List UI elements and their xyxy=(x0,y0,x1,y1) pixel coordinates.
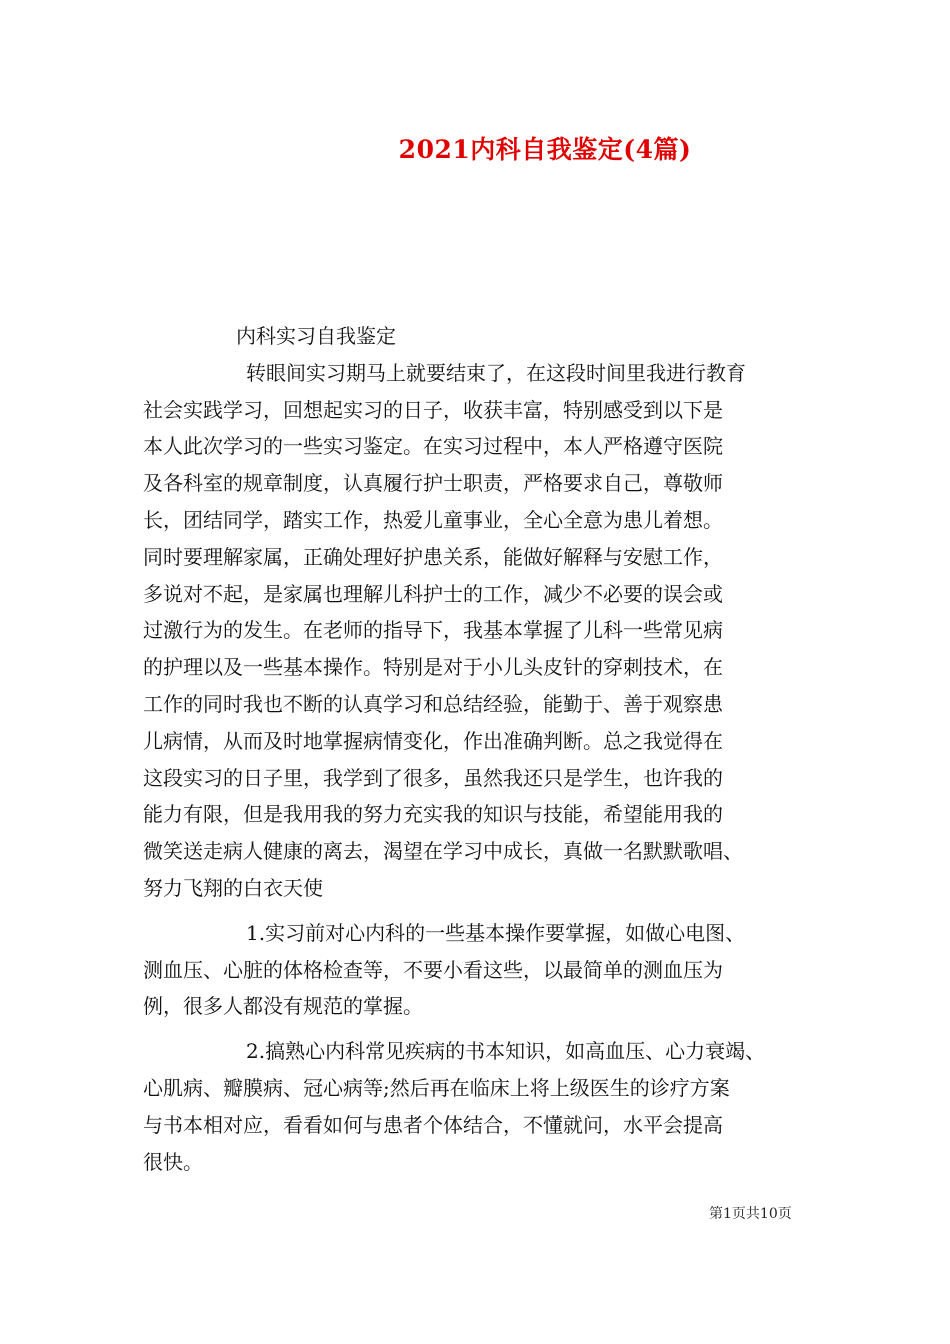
paragraph-line: 能力有限，但是我用我的努力充实我的知识与技能，希望能用我的 xyxy=(143,802,723,827)
list-item-1: 1.实习前对心内科的一些基本操作要掌握，如做心电图、 xyxy=(246,920,746,945)
page-number-footer: 第1页共10页 xyxy=(709,1206,792,1222)
paragraph-line: 长，团结同学，踏实工作，热爱儿童事业，全心全意为患儿着想。 xyxy=(143,507,723,532)
paragraph-line: 及各科室的规章制度，认真履行护士职责，严格要求自己，尊敬师 xyxy=(143,471,723,496)
paragraph-line: 本人此次学习的一些实习鉴定。在实习过程中，本人严格遵守医院 xyxy=(143,434,723,459)
paragraph-line: 同时要理解家属，正确处理好护患关系，能做好解释与安慰工作， xyxy=(143,544,723,569)
paragraph-line: 多说对不起，是家属也理解儿科护士的工作，减少不必要的误会或 xyxy=(143,581,723,606)
paragraph-line: 社会实践学习，回想起实习的日子，收获丰富，特别感受到以下是 xyxy=(143,397,723,422)
list-item-2: 2.搞熟心内科常见疾病的书本知识，如高血压、心力衰竭、 xyxy=(246,1039,766,1064)
paragraph-line: 努力飞翔的白衣天使 xyxy=(143,875,323,900)
paragraph-line: 与书本相对应，看看如何与患者个体结合，不懂就问，水平会提高 xyxy=(143,1112,723,1137)
paragraph-line: 儿病情，从而及时地掌握病情变化，作出准确判断。总之我觉得在 xyxy=(143,728,723,753)
paragraph-line: 例，很多人都没有规范的掌握。 xyxy=(143,994,423,1019)
paragraph-line: 过激行为的发生。在老师的指导下，我基本掌握了儿科一些常见病 xyxy=(143,618,723,643)
section-heading: 内科实习自我鉴定 xyxy=(236,324,396,348)
paragraph-line: 微笑送走病人健康的离去，渴望在学习中成长，真做一名默默歌唱、 xyxy=(143,839,743,864)
paragraph-line: 很快。 xyxy=(143,1149,203,1174)
paragraph-line: 工作的同时我也不断的认真学习和总结经验，能勤于、善于观察患 xyxy=(143,691,723,716)
document-body xyxy=(143,318,813,1180)
paragraph-line: 测血压、心脏的体格检查等，不要小看这些，以最简单的测血压为 xyxy=(143,957,723,982)
paragraph-line: 转眼间实习期马上就要结束了，在这段时间里我进行教育 xyxy=(246,360,746,385)
paragraph-line: 的护理以及一些基本操作。特别是对于小儿头皮针的穿刺技术，在 xyxy=(143,655,723,680)
paragraph-line: 心肌病、瓣膜病、冠心病等;然后再在临床上将上级医生的诊疗方案 xyxy=(143,1075,730,1100)
document-title: 2021内科自我鉴定(4篇) xyxy=(398,135,692,164)
paragraph-line: 这段实习的日子里，我学到了很多，虽然我还只是学生，也许我的 xyxy=(143,765,723,790)
